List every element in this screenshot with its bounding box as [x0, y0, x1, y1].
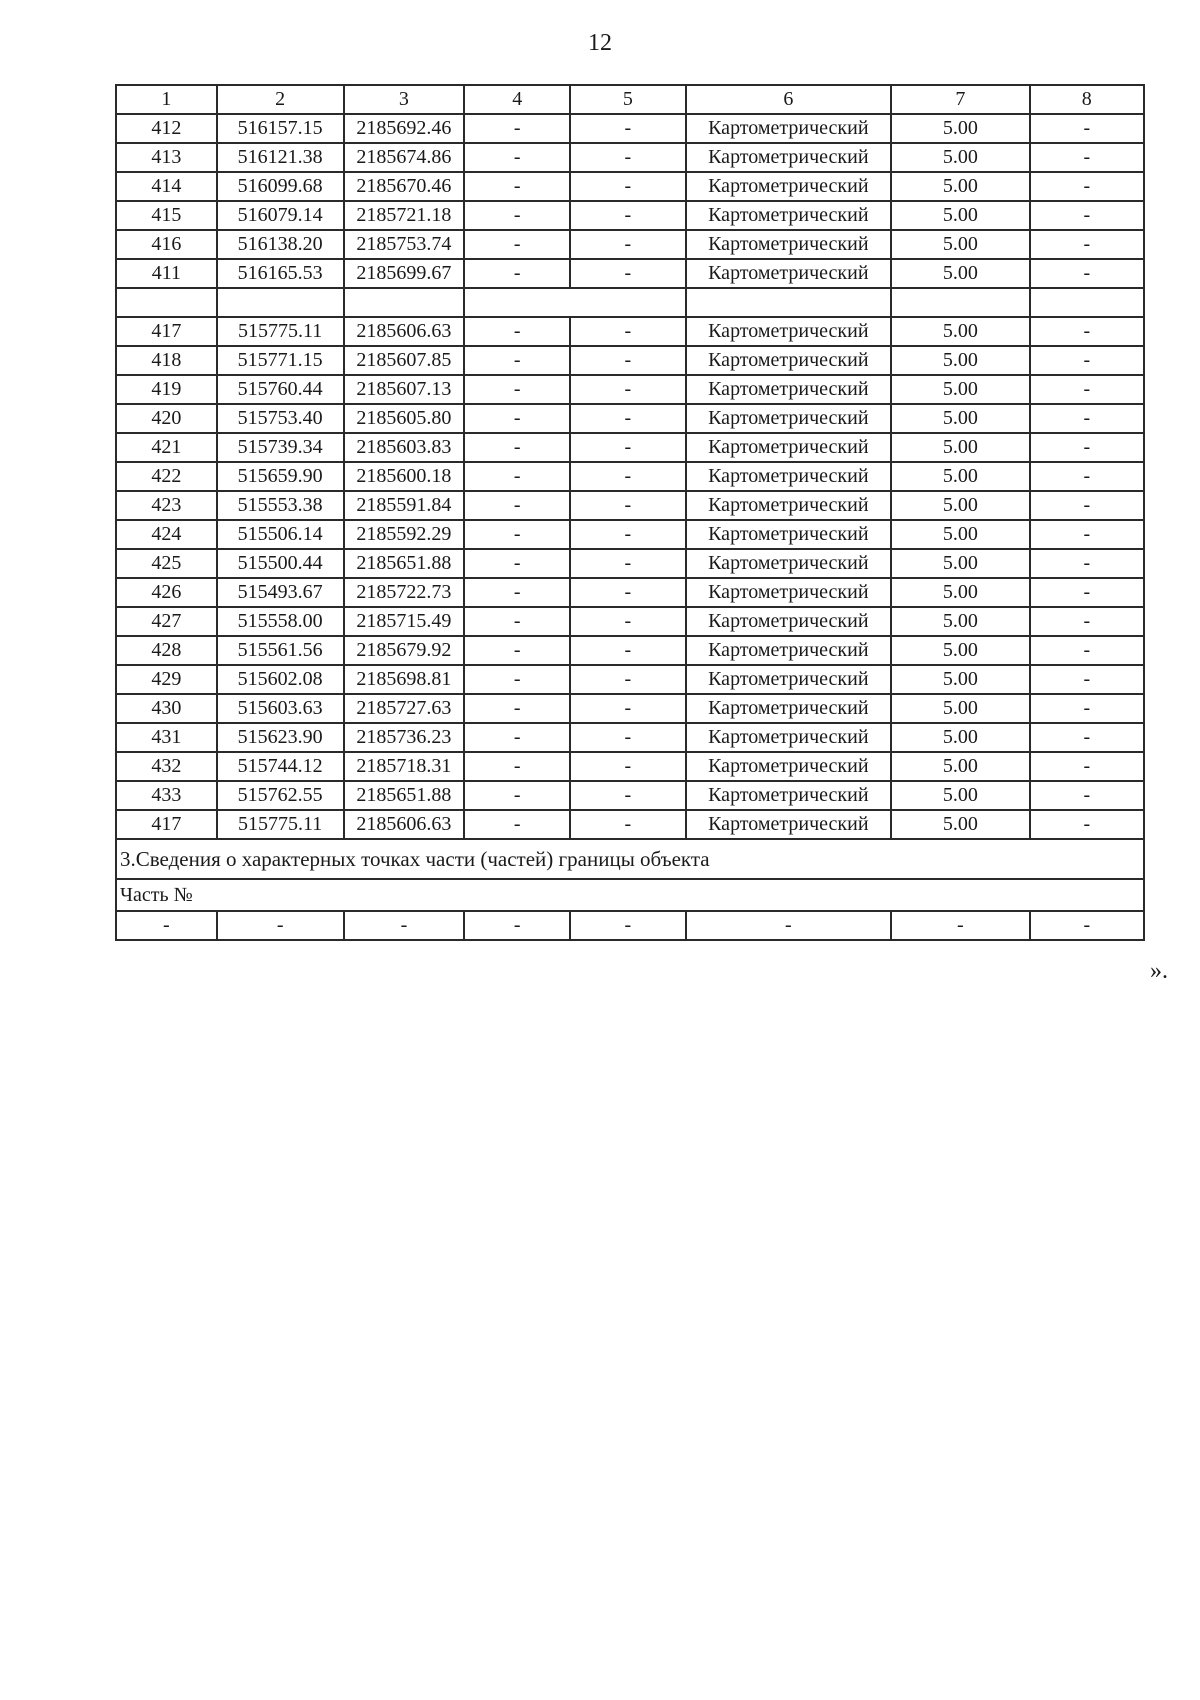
table-cell: 417 — [116, 810, 217, 839]
table-cell: - — [570, 172, 685, 201]
table-cell: 416 — [116, 230, 217, 259]
table-cell: - — [464, 230, 570, 259]
empty-cell — [686, 288, 892, 317]
table-cell: - — [570, 317, 685, 346]
table-cell: 5.00 — [891, 346, 1029, 375]
table-cell: - — [1030, 346, 1144, 375]
coordinates-table-wrap — [115, 84, 1145, 941]
table-cell: 415 — [116, 201, 217, 230]
table-cell: - — [570, 636, 685, 665]
table-cell: 5.00 — [891, 636, 1029, 665]
table-row — [116, 346, 1144, 375]
table-cell: 515744.12 — [217, 752, 344, 781]
table-cell: - — [570, 491, 685, 520]
table-cell: - — [1030, 636, 1144, 665]
table-cell: - — [464, 201, 570, 230]
table-cell: 5.00 — [891, 462, 1029, 491]
empty-cell — [891, 288, 1029, 317]
table-cell: 5.00 — [891, 230, 1029, 259]
table-cell: 7 — [891, 85, 1029, 114]
table-row — [116, 665, 1144, 694]
table-cell: - — [1030, 781, 1144, 810]
table-cell: 515558.00 — [217, 607, 344, 636]
table-cell: Картометрический — [686, 317, 892, 346]
part-label: Часть № — [116, 879, 1144, 911]
table-cell: 2185651.88 — [344, 781, 465, 810]
table-cell: - — [1030, 549, 1144, 578]
header-row — [116, 85, 1144, 114]
table-cell: - — [464, 636, 570, 665]
table-cell: - — [1030, 433, 1144, 462]
table-row — [116, 607, 1144, 636]
table-row — [116, 752, 1144, 781]
table-cell: Картометрический — [686, 462, 892, 491]
table-cell: - — [464, 781, 570, 810]
table-cell: 432 — [116, 752, 217, 781]
table-row — [116, 520, 1144, 549]
table-cell: 430 — [116, 694, 217, 723]
table-cell: 411 — [116, 259, 217, 288]
table-cell: 2185603.83 — [344, 433, 465, 462]
table-cell: 5.00 — [891, 694, 1029, 723]
table-cell: 515762.55 — [217, 781, 344, 810]
table-cell: 5.00 — [891, 781, 1029, 810]
table-cell: - — [570, 375, 685, 404]
table-cell: 515775.11 — [217, 810, 344, 839]
table-cell: - — [464, 520, 570, 549]
table-cell: - — [570, 911, 685, 940]
table-cell: - — [570, 549, 685, 578]
table-cell: 5.00 — [891, 259, 1029, 288]
table-cell: - — [116, 911, 217, 940]
table-cell: 2 — [217, 85, 344, 114]
table-cell: Картометрический — [686, 491, 892, 520]
table-cell: 2185651.88 — [344, 549, 465, 578]
table-cell: Картометрический — [686, 752, 892, 781]
table-row — [116, 781, 1144, 810]
table-cell: Картометрический — [686, 404, 892, 433]
table-cell: 5.00 — [891, 810, 1029, 839]
table-cell: 2185670.46 — [344, 172, 465, 201]
table-cell: 5.00 — [891, 578, 1029, 607]
table-cell: Картометрический — [686, 375, 892, 404]
table-cell: Картометрический — [686, 607, 892, 636]
table-cell: 2185753.74 — [344, 230, 465, 259]
table-cell: - — [1030, 607, 1144, 636]
table-cell: Картометрический — [686, 172, 892, 201]
table-cell: - — [464, 694, 570, 723]
table-cell: - — [464, 665, 570, 694]
table-row — [116, 201, 1144, 230]
table-cell: 2185674.86 — [344, 143, 465, 172]
table-cell: 426 — [116, 578, 217, 607]
table-cell: 421 — [116, 433, 217, 462]
table-cell: 5.00 — [891, 201, 1029, 230]
table-row — [116, 549, 1144, 578]
table-cell: 412 — [116, 114, 217, 143]
table-cell: 5.00 — [891, 114, 1029, 143]
table-cell: 5.00 — [891, 404, 1029, 433]
table-cell: 417 — [116, 317, 217, 346]
table-cell: - — [570, 723, 685, 752]
table-cell: - — [464, 549, 570, 578]
table-cell: 5.00 — [891, 723, 1029, 752]
table-cell: - — [1030, 404, 1144, 433]
table-cell: 5.00 — [891, 317, 1029, 346]
table-row — [116, 462, 1144, 491]
table-cell: Картометрический — [686, 520, 892, 549]
table-row — [116, 491, 1144, 520]
table-cell: 515623.90 — [217, 723, 344, 752]
table-cell: - — [1030, 810, 1144, 839]
table-cell: - — [570, 781, 685, 810]
table-cell: - — [464, 578, 570, 607]
table-cell: - — [1030, 230, 1144, 259]
table-cell: - — [1030, 752, 1144, 781]
table-cell: 515603.63 — [217, 694, 344, 723]
table-cell: - — [464, 491, 570, 520]
separator-row — [116, 288, 1144, 317]
table-row — [116, 810, 1144, 839]
table-cell: 516099.68 — [217, 172, 344, 201]
table-cell: - — [464, 752, 570, 781]
empty-cell — [344, 288, 465, 317]
table-cell: 429 — [116, 665, 217, 694]
table-cell: - — [464, 607, 570, 636]
table-cell: Картометрический — [686, 781, 892, 810]
table-cell: Картометрический — [686, 346, 892, 375]
table-cell: 413 — [116, 143, 217, 172]
table-row — [116, 172, 1144, 201]
table-cell: - — [1030, 172, 1144, 201]
table-cell: 1 — [116, 85, 217, 114]
table-cell: 5.00 — [891, 143, 1029, 172]
table-cell: - — [891, 911, 1029, 940]
closing-quote: ». — [1150, 958, 1168, 984]
table-cell: Картометрический — [686, 578, 892, 607]
table-cell: 428 — [116, 636, 217, 665]
table-cell: Картометрический — [686, 201, 892, 230]
table-cell: 427 — [116, 607, 217, 636]
table-cell: 2185606.63 — [344, 810, 465, 839]
table-cell: - — [464, 143, 570, 172]
table-cell: - — [1030, 143, 1144, 172]
page-number: 12 — [588, 30, 612, 56]
table-cell: Картометрический — [686, 665, 892, 694]
table-cell: 516121.38 — [217, 143, 344, 172]
table-cell: - — [570, 607, 685, 636]
table-cell: 515553.38 — [217, 491, 344, 520]
table-cell: - — [1030, 462, 1144, 491]
table-cell: - — [570, 433, 685, 462]
table-cell: 2185722.73 — [344, 578, 465, 607]
table-cell: 515602.08 — [217, 665, 344, 694]
table-cell: 2185721.18 — [344, 201, 465, 230]
table-row — [116, 375, 1144, 404]
table-cell: 515753.40 — [217, 404, 344, 433]
empty-cell — [116, 288, 217, 317]
section-3-title: 3.Сведения о характерных точках части (частей) границы объекта — [116, 839, 1144, 879]
table-cell: 5.00 — [891, 752, 1029, 781]
table-cell: 2185692.46 — [344, 114, 465, 143]
table-cell: 515775.11 — [217, 317, 344, 346]
table-cell: - — [686, 911, 892, 940]
table-cell: 2185600.18 — [344, 462, 465, 491]
table-cell: 431 — [116, 723, 217, 752]
table-cell: - — [464, 259, 570, 288]
table-row — [116, 143, 1144, 172]
coordinates-table — [115, 84, 1145, 941]
table-cell: 419 — [116, 375, 217, 404]
table-cell: 5.00 — [891, 375, 1029, 404]
table-cell: 5.00 — [891, 665, 1029, 694]
table-cell: Картометрический — [686, 259, 892, 288]
table-cell: 5.00 — [891, 172, 1029, 201]
table-cell: - — [464, 317, 570, 346]
table-cell: 515493.67 — [217, 578, 344, 607]
table-cell: 2185591.84 — [344, 491, 465, 520]
table-cell: 516079.14 — [217, 201, 344, 230]
table-cell: 515659.90 — [217, 462, 344, 491]
table-cell: - — [464, 723, 570, 752]
table-row — [116, 433, 1144, 462]
table-cell: - — [464, 404, 570, 433]
table-cell: - — [1030, 520, 1144, 549]
table-cell: 516165.53 — [217, 259, 344, 288]
table-cell: - — [1030, 491, 1144, 520]
table-cell: 2185605.80 — [344, 404, 465, 433]
table-cell: - — [1030, 578, 1144, 607]
table-cell: 420 — [116, 404, 217, 433]
table-cell: - — [1030, 317, 1144, 346]
table-cell: 516157.15 — [217, 114, 344, 143]
table-cell: 2185736.23 — [344, 723, 465, 752]
table-cell: - — [570, 259, 685, 288]
table-cell: - — [570, 694, 685, 723]
table-cell: 515506.14 — [217, 520, 344, 549]
table-cell: - — [570, 346, 685, 375]
table-cell: 2185718.31 — [344, 752, 465, 781]
table-cell: 515500.44 — [217, 549, 344, 578]
table-cell: - — [570, 578, 685, 607]
table-cell: 2185606.63 — [344, 317, 465, 346]
part-data-row — [116, 911, 1144, 940]
table-cell: Картометрический — [686, 694, 892, 723]
table-cell: - — [217, 911, 344, 940]
table-cell: - — [464, 172, 570, 201]
table-cell: - — [570, 520, 685, 549]
table-cell: Картометрический — [686, 114, 892, 143]
table-cell: 424 — [116, 520, 217, 549]
table-cell: - — [570, 114, 685, 143]
table-cell: Картометрический — [686, 636, 892, 665]
section-3-row — [116, 839, 1144, 879]
table-cell: 515760.44 — [217, 375, 344, 404]
table-cell: 515739.34 — [217, 433, 344, 462]
table-cell: 6 — [686, 85, 892, 114]
table-cell: Картометрический — [686, 433, 892, 462]
table-cell: 2185698.81 — [344, 665, 465, 694]
table-cell: - — [464, 114, 570, 143]
table-cell: - — [464, 433, 570, 462]
table-cell: - — [570, 201, 685, 230]
table-cell: 5.00 — [891, 433, 1029, 462]
table-cell: - — [1030, 911, 1144, 940]
table-cell: Картометрический — [686, 723, 892, 752]
table-cell: 422 — [116, 462, 217, 491]
empty-cell — [217, 288, 344, 317]
table-row — [116, 259, 1144, 288]
table-cell: - — [570, 462, 685, 491]
table-cell: - — [570, 752, 685, 781]
table-row — [116, 230, 1144, 259]
table-cell: 2185607.85 — [344, 346, 465, 375]
table-cell: 8 — [1030, 85, 1144, 114]
table-cell: - — [1030, 114, 1144, 143]
table-cell: - — [1030, 694, 1144, 723]
table-cell: 3 — [344, 85, 465, 114]
table-cell: 2185699.67 — [344, 259, 465, 288]
table-cell: 515561.56 — [217, 636, 344, 665]
table-row — [116, 578, 1144, 607]
empty-cell — [464, 288, 685, 317]
table-cell: 414 — [116, 172, 217, 201]
table-cell: 2185727.63 — [344, 694, 465, 723]
table-cell: - — [1030, 375, 1144, 404]
table-cell: - — [1030, 201, 1144, 230]
table-cell: - — [570, 404, 685, 433]
table-cell: 418 — [116, 346, 217, 375]
table-cell: 5.00 — [891, 491, 1029, 520]
table-cell: - — [1030, 665, 1144, 694]
table-cell: Картометрический — [686, 810, 892, 839]
table-cell: - — [464, 911, 570, 940]
table-cell: - — [1030, 259, 1144, 288]
table-cell: 5 — [570, 85, 685, 114]
table-cell: 2185715.49 — [344, 607, 465, 636]
table-cell: 515771.15 — [217, 346, 344, 375]
table-cell: 423 — [116, 491, 217, 520]
part-label-row — [116, 879, 1144, 911]
empty-cell — [1030, 288, 1144, 317]
table-row — [116, 404, 1144, 433]
table-cell: 5.00 — [891, 549, 1029, 578]
table-cell: - — [464, 462, 570, 491]
table-cell: - — [570, 143, 685, 172]
table-cell: 433 — [116, 781, 217, 810]
table-cell: Картометрический — [686, 143, 892, 172]
table-cell: 2185607.13 — [344, 375, 465, 404]
table-cell: - — [570, 230, 685, 259]
table-cell: Картометрический — [686, 230, 892, 259]
table-cell: - — [464, 375, 570, 404]
table-cell: 2185679.92 — [344, 636, 465, 665]
table-cell: - — [464, 810, 570, 839]
table-cell: - — [344, 911, 465, 940]
table-row — [116, 723, 1144, 752]
table-cell: 516138.20 — [217, 230, 344, 259]
table-cell: 4 — [464, 85, 570, 114]
table-cell: - — [570, 665, 685, 694]
table-cell: - — [1030, 723, 1144, 752]
table-cell: - — [464, 346, 570, 375]
table-row — [116, 114, 1144, 143]
table-row — [116, 636, 1144, 665]
table-cell: - — [570, 810, 685, 839]
table-cell: 5.00 — [891, 607, 1029, 636]
table-row — [116, 694, 1144, 723]
table-cell: Картометрический — [686, 549, 892, 578]
table-cell: 2185592.29 — [344, 520, 465, 549]
table-row — [116, 317, 1144, 346]
table-cell: 425 — [116, 549, 217, 578]
table-cell: 5.00 — [891, 520, 1029, 549]
